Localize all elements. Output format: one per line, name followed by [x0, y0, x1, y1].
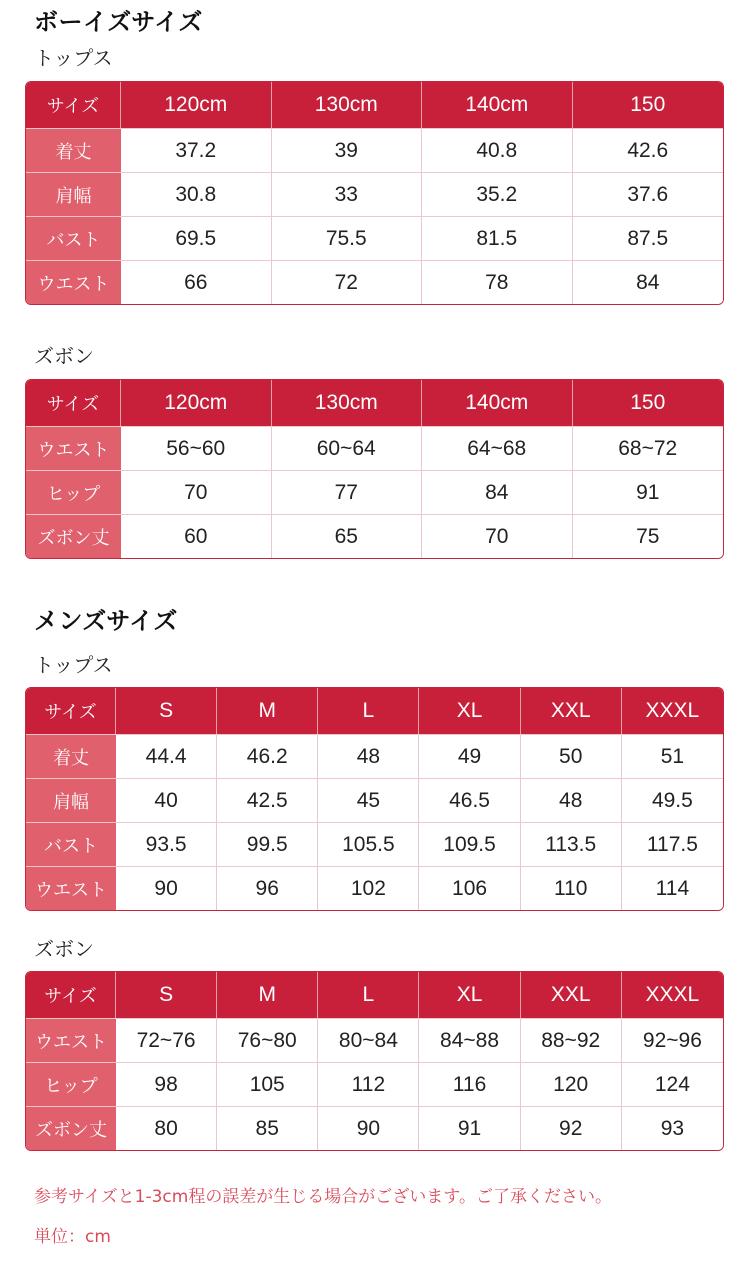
measurement-value: 109.5: [419, 822, 520, 866]
table-row: [26, 822, 723, 866]
measurement-value: 30.8: [121, 172, 272, 216]
header-row: [26, 82, 723, 128]
measurement-value: 60~64: [272, 426, 423, 470]
size-column-header: 140cm: [422, 380, 573, 426]
measurement-value: 124: [622, 1062, 723, 1106]
measurement-value: 65: [272, 514, 423, 558]
size-column-header: L: [318, 688, 419, 734]
measurement-value: 84: [573, 260, 724, 304]
measurement-label: ウエスト: [26, 866, 116, 910]
measurement-value: 99.5: [217, 822, 318, 866]
measurement-value: 40.8: [422, 128, 573, 172]
size-label-header: サイズ: [26, 380, 121, 426]
mens-tops-heading: トップス: [34, 653, 113, 677]
measurement-value: 110: [521, 866, 622, 910]
measurement-value: 50: [521, 734, 622, 778]
size-column-header: XXL: [521, 688, 622, 734]
measurement-value: 91: [419, 1106, 520, 1150]
measurement-value: 84: [422, 470, 573, 514]
measurement-value: 40: [116, 778, 217, 822]
measurement-label: 肩幅: [26, 172, 121, 216]
measurement-value: 72: [272, 260, 423, 304]
measurement-value: 76~80: [217, 1018, 318, 1062]
table-row: [26, 866, 723, 910]
size-column-header: 140cm: [422, 82, 573, 128]
measurement-value: 80: [116, 1106, 217, 1150]
measurement-value: 96: [217, 866, 318, 910]
measurement-value: 37.6: [573, 172, 724, 216]
measurement-value: 85: [217, 1106, 318, 1150]
measurement-value: 78: [422, 260, 573, 304]
size-label-header: サイズ: [26, 82, 121, 128]
measurement-value: 45: [318, 778, 419, 822]
size-disclaimer-note: 参考サイズと1-3cm程の誤差が生じる場合がございます。ご了承ください。: [34, 1187, 612, 1207]
size-column-header: 130cm: [272, 82, 423, 128]
table-row: [26, 734, 723, 778]
table-row: [26, 1018, 723, 1062]
boys-tops-table: [25, 81, 724, 305]
measurement-value: 93.5: [116, 822, 217, 866]
measurement-value: 102: [318, 866, 419, 910]
measurement-value: 106: [419, 866, 520, 910]
measurement-value: 46.5: [419, 778, 520, 822]
measurement-value: 117.5: [622, 822, 723, 866]
measurement-value: 80~84: [318, 1018, 419, 1062]
measurement-value: 75: [573, 514, 724, 558]
size-column-header: M: [217, 688, 318, 734]
header-row: [26, 688, 723, 734]
measurement-value: 39: [272, 128, 423, 172]
measurement-label: ズボン丈: [26, 514, 121, 558]
measurement-label: ウエスト: [26, 260, 121, 304]
measurement-label: ズボン丈: [26, 1106, 116, 1150]
measurement-label: 着丈: [26, 128, 121, 172]
measurement-label: バスト: [26, 822, 116, 866]
measurement-label: 着丈: [26, 734, 116, 778]
header-row: [26, 380, 723, 426]
size-column-header: L: [318, 972, 419, 1018]
table-row: [26, 514, 723, 558]
mens-tops-table: [25, 687, 724, 911]
measurement-label: バスト: [26, 216, 121, 260]
boys-tops-heading: トップス: [34, 46, 113, 70]
measurement-value: 120: [521, 1062, 622, 1106]
mens-size-heading: メンズサイズ: [34, 607, 178, 635]
measurement-label: ウエスト: [26, 426, 121, 470]
measurement-value: 114: [622, 866, 723, 910]
size-column-header: 120cm: [121, 82, 272, 128]
measurement-value: 69.5: [121, 216, 272, 260]
mens-pants-heading: ズボン: [34, 937, 94, 961]
measurement-value: 64~68: [422, 426, 573, 470]
measurement-value: 72~76: [116, 1018, 217, 1062]
size-column-header: S: [116, 972, 217, 1018]
measurement-label: ヒップ: [26, 1062, 116, 1106]
measurement-label: ウエスト: [26, 1018, 116, 1062]
measurement-value: 90: [318, 1106, 419, 1150]
size-column-header: XL: [419, 688, 520, 734]
measurement-value: 90: [116, 866, 217, 910]
size-column-header: 130cm: [272, 380, 423, 426]
table-row: [26, 426, 723, 470]
size-column-header: XXL: [521, 972, 622, 1018]
measurement-value: 75.5: [272, 216, 423, 260]
table-row: [26, 128, 723, 172]
measurement-value: 44.4: [116, 734, 217, 778]
measurement-value: 33: [272, 172, 423, 216]
mens-pants-table: [25, 971, 724, 1151]
measurement-value: 84~88: [419, 1018, 520, 1062]
measurement-value: 105.5: [318, 822, 419, 866]
table-row: [26, 1106, 723, 1150]
measurement-value: 66: [121, 260, 272, 304]
measurement-label: 肩幅: [26, 778, 116, 822]
measurement-value: 56~60: [121, 426, 272, 470]
boys-size-heading: ボーイズサイズ: [34, 8, 203, 36]
measurement-value: 70: [422, 514, 573, 558]
boys-pants-heading: ズボン: [34, 344, 94, 368]
measurement-value: 37.2: [121, 128, 272, 172]
measurement-value: 77: [272, 470, 423, 514]
measurement-value: 49.5: [622, 778, 723, 822]
measurement-value: 81.5: [422, 216, 573, 260]
size-column-header: XXXL: [622, 688, 723, 734]
measurement-value: 49: [419, 734, 520, 778]
measurement-value: 51: [622, 734, 723, 778]
size-column-header: 150: [573, 82, 724, 128]
measurement-value: 42.6: [573, 128, 724, 172]
table-row: [26, 778, 723, 822]
measurement-value: 35.2: [422, 172, 573, 216]
table-row: [26, 470, 723, 514]
table-row: [26, 260, 723, 304]
unit-note: 単位：cm: [34, 1227, 111, 1247]
measurement-value: 98: [116, 1062, 217, 1106]
size-label-header: サイズ: [26, 688, 116, 734]
measurement-value: 113.5: [521, 822, 622, 866]
measurement-value: 105: [217, 1062, 318, 1106]
table-row: [26, 1062, 723, 1106]
measurement-value: 46.2: [217, 734, 318, 778]
boys-pants-table: [25, 379, 724, 559]
size-label-header: サイズ: [26, 972, 116, 1018]
measurement-value: 42.5: [217, 778, 318, 822]
size-column-header: 120cm: [121, 380, 272, 426]
measurement-value: 92: [521, 1106, 622, 1150]
measurement-value: 92~96: [622, 1018, 723, 1062]
measurement-value: 48: [521, 778, 622, 822]
size-column-header: S: [116, 688, 217, 734]
measurement-label: ヒップ: [26, 470, 121, 514]
table-row: [26, 172, 723, 216]
measurement-value: 91: [573, 470, 724, 514]
measurement-value: 116: [419, 1062, 520, 1106]
size-column-header: M: [217, 972, 318, 1018]
measurement-value: 87.5: [573, 216, 724, 260]
measurement-value: 88~92: [521, 1018, 622, 1062]
measurement-value: 60: [121, 514, 272, 558]
size-column-header: XL: [419, 972, 520, 1018]
measurement-value: 68~72: [573, 426, 724, 470]
measurement-value: 112: [318, 1062, 419, 1106]
measurement-value: 48: [318, 734, 419, 778]
header-row: [26, 972, 723, 1018]
size-column-header: XXXL: [622, 972, 723, 1018]
size-column-header: 150: [573, 380, 724, 426]
measurement-value: 70: [121, 470, 272, 514]
measurement-value: 93: [622, 1106, 723, 1150]
table-row: [26, 216, 723, 260]
